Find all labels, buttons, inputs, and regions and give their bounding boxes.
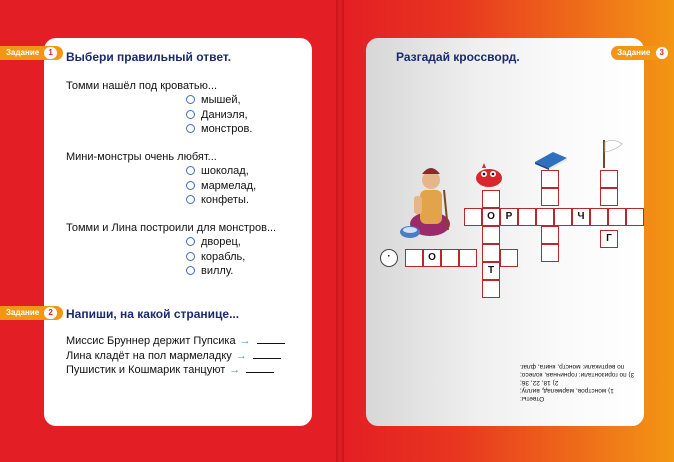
radio-icon[interactable]: [186, 266, 195, 275]
crossword-cell-letter[interactable]: О: [482, 208, 500, 226]
task2-tag: [0, 306, 63, 320]
crossword-start-marker: ·: [380, 249, 398, 267]
question-2-option-1[interactable]: шоколад,: [186, 165, 249, 177]
crossword-cell[interactable]: [441, 249, 459, 267]
answers-line: Ответы:: [520, 395, 545, 402]
answers-line: 3) по горизонтали: горничная, колесо;: [520, 371, 635, 378]
task2-line-1: Миссис Бруннер держит Пупсика →: [66, 334, 285, 347]
radio-icon[interactable]: [186, 181, 195, 190]
crossword-cell[interactable]: [464, 208, 482, 226]
flag-icon: [596, 136, 626, 170]
task2-tag-number: 2: [44, 307, 56, 319]
crossword-cell[interactable]: [500, 249, 518, 267]
question-1-option-3[interactable]: монстров.: [186, 123, 252, 135]
crossword-cell[interactable]: [541, 226, 559, 244]
radio-icon[interactable]: [186, 110, 195, 119]
question-1-option-2[interactable]: Даниэля,: [186, 109, 248, 121]
task3-tag-number: 3: [656, 47, 668, 59]
task3-heading: Разгадай кроссворд.: [396, 50, 520, 64]
crossword-cell-letter[interactable]: Т: [482, 262, 500, 280]
arrow-right-icon: →: [239, 335, 251, 347]
task2-heading: Напиши, на какой странице...: [66, 307, 240, 321]
radio-icon[interactable]: [186, 166, 195, 175]
task1-tag: [0, 46, 63, 60]
task1-tag-label: Задание: [6, 48, 40, 57]
book-spine: [336, 0, 344, 462]
question-3-option-3[interactable]: виллу.: [186, 265, 233, 277]
answer-blank[interactable]: [253, 349, 281, 359]
crossword-cell[interactable]: [600, 188, 618, 206]
answers-line: 2) 18, 22, 36;: [520, 379, 559, 386]
arrow-right-icon: →: [235, 350, 247, 362]
crossword-cell[interactable]: [405, 249, 423, 267]
arrow-right-icon: →: [229, 364, 241, 376]
crossword-cell-letter[interactable]: Р: [500, 208, 518, 226]
question-2-option-3[interactable]: конфеты.: [186, 194, 249, 206]
question-3-option-2[interactable]: корабль,: [186, 251, 245, 263]
crossword-cell[interactable]: [626, 208, 644, 226]
radio-icon[interactable]: [186, 95, 195, 104]
task2-tag-label: Задание: [6, 308, 40, 317]
answer-blank[interactable]: [257, 334, 285, 344]
mop-bucket-icon: [398, 222, 422, 240]
crossword-cell[interactable]: [482, 190, 500, 208]
task3-tag-label: Задание: [617, 48, 651, 57]
radio-icon[interactable]: [186, 252, 195, 261]
crossword-cell[interactable]: [541, 188, 559, 206]
crossword-cell[interactable]: [541, 244, 559, 262]
crossword-cell-letter[interactable]: Ч: [572, 208, 590, 226]
radio-icon[interactable]: [186, 237, 195, 246]
crossword-cell[interactable]: [590, 208, 608, 226]
task1-heading: Выбери правильный ответ.: [66, 50, 232, 64]
answers-line: 1) монстров, мармелад, виллу;: [520, 387, 614, 394]
question-3-text: Томми и Лина построили для монстров...: [66, 222, 277, 234]
crossword-cell-letter[interactable]: Г: [600, 230, 618, 248]
task1-tag-number: 1: [44, 47, 56, 59]
crossword-cell[interactable]: [536, 208, 554, 226]
question-2-text: Мини-монстры очень любят...: [66, 151, 217, 163]
answers-line: по вертикали: монстр, книга, флаг.: [520, 363, 625, 370]
task3-tag: [611, 46, 674, 60]
crossword-cell[interactable]: [608, 208, 626, 226]
radio-icon[interactable]: [186, 195, 195, 204]
task2-line-3: Пушистик и Кошмарик танцуют →: [66, 363, 274, 376]
crossword-cell[interactable]: [482, 280, 500, 298]
question-3-option-1[interactable]: дворец,: [186, 236, 241, 248]
crossword-cell[interactable]: [554, 208, 572, 226]
question-1-text: Томми нашёл под кроватью...: [66, 80, 218, 92]
crossword-cell[interactable]: [518, 208, 536, 226]
crossword-cell-letter[interactable]: О: [423, 249, 441, 267]
task2-line-2: Лина кладёт на пол мармеладку →: [66, 349, 281, 362]
crossword-cell[interactable]: [482, 244, 500, 262]
crossword-cell[interactable]: [482, 226, 500, 244]
book-icon: [533, 148, 569, 170]
crossword-cell[interactable]: [600, 170, 618, 188]
answers-block: [520, 362, 640, 402]
question-1-option-1[interactable]: мышей,: [186, 94, 241, 106]
crossword-cell[interactable]: [541, 170, 559, 188]
monster-icon: [474, 162, 504, 188]
radio-icon[interactable]: [186, 124, 195, 133]
answer-blank[interactable]: [246, 363, 274, 373]
question-2-option-2[interactable]: мармелад,: [186, 180, 256, 192]
crossword-cell[interactable]: [459, 249, 477, 267]
